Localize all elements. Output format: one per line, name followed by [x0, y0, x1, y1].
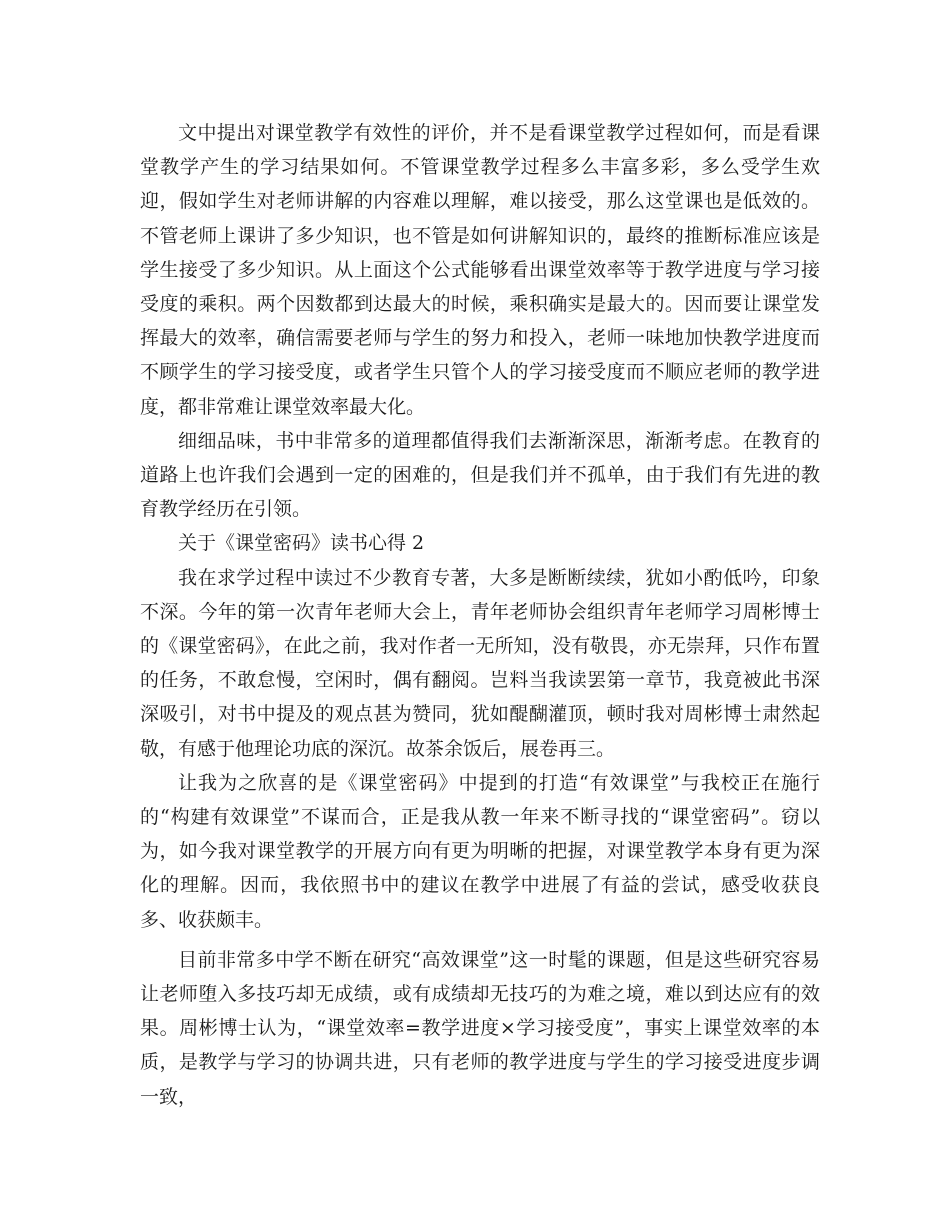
- paragraph-reflection: 细细品味，书中非常多的道理都值得我们去渐渐深思，渐渐考虑。在教育的道路上也许我们会遇到一定的困难的，但是我们并不孤单，由于我们有先进的教育教学经历在引领。: [140, 429, 820, 521]
- section-heading: 关于《课堂密码》读书心得 2: [178, 532, 425, 555]
- paragraph-reading-experience: 我在求学过程中读过不少教育专著，大多是断断续续，犹如小酌低吟，印象不深。今年的第一次青年老师大会上，青年老师协会组织青年老师学习周彬博士的《课堂密码》，在此之前，我对作者一无所知，没有敬畏，亦无崇拜，只作布置的任务，不敢怠慢，空闲时，偶有翻阅。岂料当我读罢第一章节，我竟被此书深深吸引，对书中提及的观点甚为赞同，犹如醍醐灌顶，顿时我对周彬博士肃然起敬，有感于他理论功底的深沉。故茶余饭后，展卷再三。: [140, 566, 820, 760]
- paragraph-classroom-effectiveness: 文中提出对课堂教学有效性的评价，并不是看课堂教学过程如何，而是看课堂教学产生的学习结果如何。不管课堂教学过程多么丰富多彩，多么受学生欢迎，假如学生对老师讲解的内容难以理解，难以接受，那么这堂课也是低效的。不管老师上课讲了多少知识，也不管是如何讲解知识的，最终的推断标准应该是学生接受了多少知识。从上面这个公式能够看出课堂效率等于教学进度与学习接受度的乘积。两个因数都到达最大的时候，乘积确实是最大的。因而要让课堂发挥最大的效率，确信需要老师与学生的努力和投入，老师一味地加快教学进度而不顾学生的学习接受度，或者学生只管个人的学习接受度而不顺应老师的教学进度，都非常难让课堂效率最大化。: [140, 122, 820, 418]
- paragraph-efficient-classroom: 目前非常多中学不断在研究“高效课堂”这一时髦的课题，但是这些研究容易让老师堕入多技巧却无成绩，或有成绩却无技巧的为难之境，难以到达应有的效果。周彬博士认为，“课堂效率=教学进度×学习接受度”，事实上课堂效率的本质，是教学与学习的协调共进，只有老师的教学进度与学生的学习接受进度步调一致，: [140, 948, 820, 1108]
- paragraph-effective-classroom: 让我为之欣喜的是《课堂密码》中提到的打造“有效课堂”与我校正在施行的“构建有效课堂”不谋而合，正是我从教一年来不断寻找的“课堂密码”。窃以为，如今我对课堂教学的开展方向有更为明晰的把握，对课堂教学本身有更为深化的理解。因而，我依照书中的建议在教学中进展了有益的尝试，感受收获良多、收获颇丰。: [140, 771, 820, 931]
